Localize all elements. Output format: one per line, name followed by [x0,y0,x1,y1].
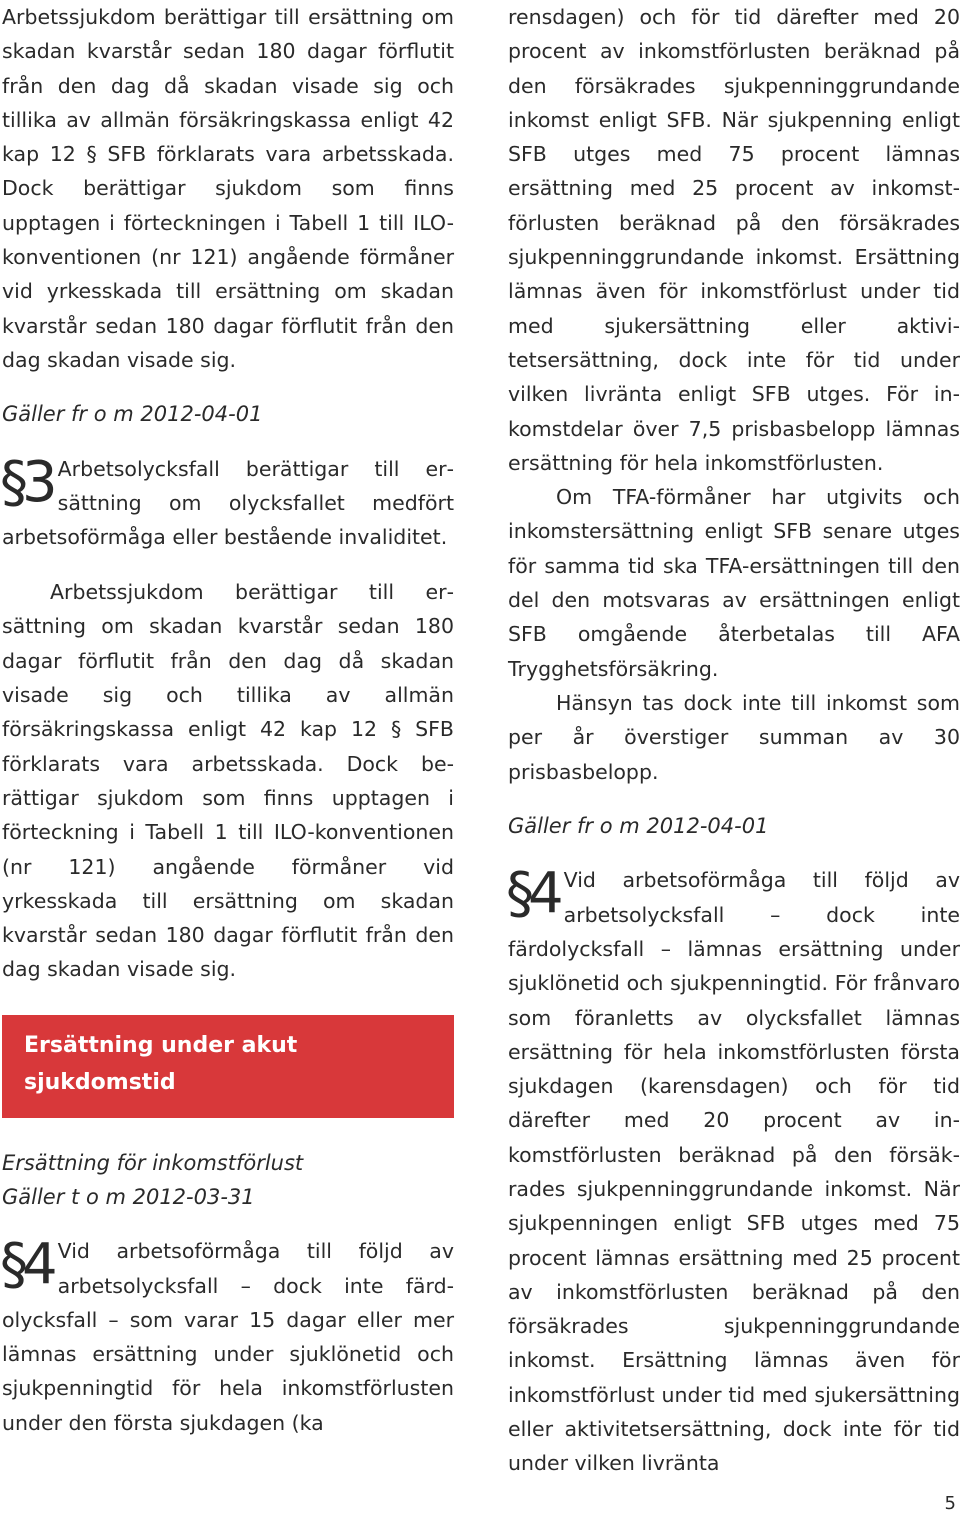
section-4-new-text: Vid arbetsoförmåga till följd av arbetsolycksfall – dock inte färdolycksfall – lämnas ersättning under sjuklönetid och sjukpenningtid. För frånvaro som föranletts av olycksfallet lämnas ersättning för hela inkomstförlusten första sjukdagen (karensdagen) och för tid därefter med 20 procent av inkomstförlusten beräknad på den försäkrades sjukpenninggrundande inkomst. När sjukpenningen enligt SFB utges med 75 procent lämnas ersättning med 25 procent av inkomstförlusten beräknad på den försäkrades sjukpenninggrundande inkomst. Ersättning lämnas även för inkomstförlust under tid med sjukersättning eller aktivitetsersättning, dock inte för tid under vilken livränta [508,868,960,1476]
validity-note-3: Gäller fr o m 2012-04-01 [508,813,769,838]
section-symbol-3: §3 [0,449,52,515]
section-symbol-4-new: §4 [506,861,558,927]
section-4-old [2,1234,454,1440]
validity-note-1: Gäller fr o m 2012-04-01 [2,402,263,427]
section-symbol-4-old: §4 [0,1232,52,1298]
right-column [508,0,960,1501]
paragraph-karensdagen: rensdagen) och för tid därefter med 20 procent av inkomstförlusten beräknad på den försäkrades sjukpenninggrundande inkomst enligt SFB. När sjukpenning enligt SFB utges med 75 procent lämnas ersättning med 25 procent av inkomstförlusten beräknad på den försäkrades sjukpenninggrundande inkomst. Ersättning lämnas även för inkomstförlust under tid med sjukersättning eller aktivitetsersättning, dock inte för tid under vilken livränta enligt SFB utges. För inkomstdelar över 7,5 prisbasbelopp lämnas ersättning för hela inkomstförlusten. [508,5,960,475]
subheading-inkomstforlust: Ersättning för inkomstförlust [2,1150,304,1175]
section-heading-box: Ersättning under akut sjukdomstid [2,1015,454,1118]
section-4-new [508,863,960,1480]
section-4-old-text: Vid arbetsoförmåga till följd av arbetsolycksfall – dock inte färdolycksfall – som varar 15 dagar eller mer lämnas ersättning under sjuklönetid och sjukpenningtid för hela inkomstförlusten under den första sjukdagen (ka [2,1239,454,1435]
paragraph-hansyn: Hänsyn tas dock inte till inkomst som per år överstiger summan av 30 prisbasbelopp. [508,690,960,784]
section-3-text: Arbetsolycksfall berättigar till ersättning om olycksfallet medfört arbetsoförmåga eller bestående invaliditet. [2,456,454,550]
section-3 [0,449,454,555]
left-column [2,0,454,1461]
validity-note-2: Gäller t o m 2012-03-31 [2,1184,255,1209]
paragraph-arbetssjukdom-1: Arbetssjukdom berättigar till ersättning om skadan kvarstår sedan 180 dagar förflutit från den dag då skadan visade sig och tillika av allmän försäkringskassa enligt 42 kap 12 § SFB förklarats vara arbetsskada. Dock berättigar sjukdom som finns upptagen i förteckningen i Tabell 1 till ILO-konventionen (nr 121) angående förmåner vid yrkesskada till ersättning om skadan kvarstår sedan 180 dagar förflutit från den dag skadan visade sig. [2,5,454,372]
paragraph-arbetssjukdom-2: Arbetssjukdom berättigar till ersättning om skadan kvarstår sedan 180 dagar förflutit från den dag då skadan visade sig och tillika av allmän försäkringskassa enligt 42 kap 12 § SFB förklarats vara arbetsskada. Dock berättigar sjukdom som finns upptagen i förteckning i Tabell 1 till ILO-konventionen (nr 121) angående förmåner vid yrkesskada till ersättning om skadan kvarstår sedan 180 dagar förflutit från den dag skadan visade sig. [2,580,454,982]
paragraph-tfa: Om TFA-förmåner har utgivits och inkomstersättning enligt SFB senare utges för samma tid ska TFA-ersättningen till den del den motsvaras av ersättningen enligt SFB omgående återbetalas till AFA Trygghetsförsäkring. [508,485,960,681]
page-number: 5 [944,1493,956,1514]
